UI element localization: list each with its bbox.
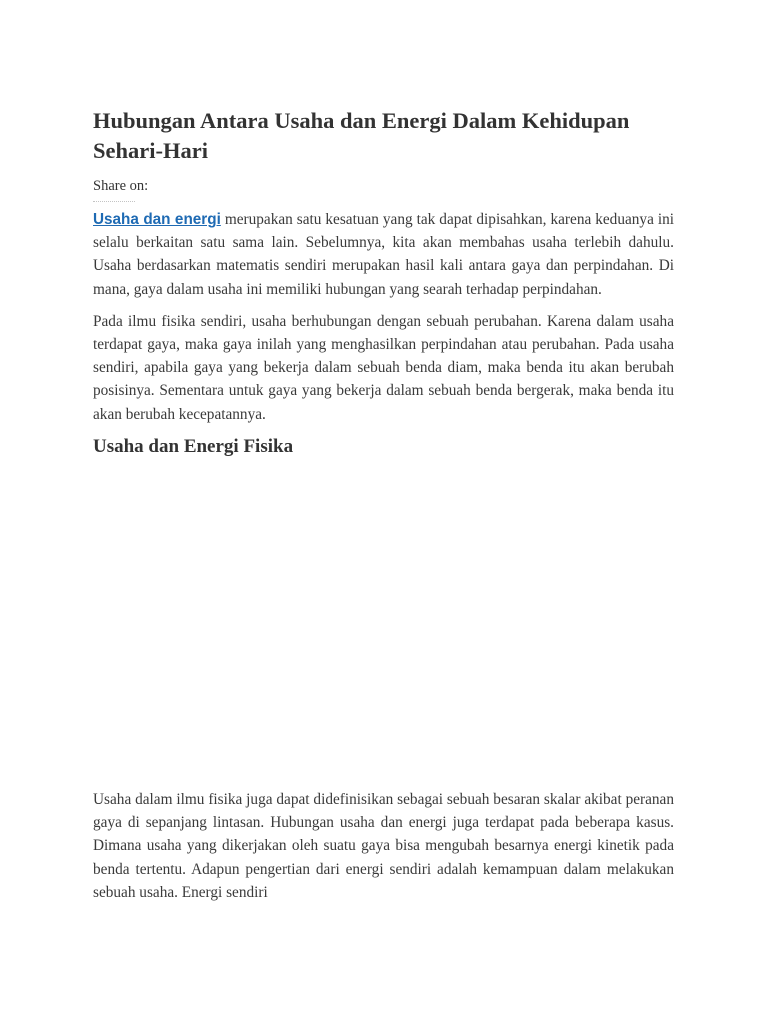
article-continued (93, 788, 674, 904)
paragraph-physics: Pada ilmu fisika sendiri, usaha berhubungan dengan sebuah perubahan. Karena dalam usaha terdapat gaya, maka gaya inilah yang menghasilkan perpindahan atau perubahan. Pada usaha sendiri, apabila gaya yang bekerja dalam sebuah benda diam, maka benda itu akan berubah posisinya. Sementara untuk gaya yang bekerja dalam sebuah benda bergerak, maka benda itu akan berubah kecepatannya. (93, 312, 674, 423)
paragraph-intro-text: merupakan satu kesatuan yang tak dapat dipisahkan, karena keduanya ini selalu berkaitan satu sama lain. Sebelumnya, kita akan membahas usaha terlebih dahulu. Usaha berdasarkan matematis sendiri merupakan hasil kali antara gaya dan perpindahan. Di mana, gaya dalam usaha ini memiliki hubungan yang searah terhadap perpindahan. (93, 211, 674, 298)
paragraph-definition: Usaha dalam ilmu fisika juga dapat didefinisikan sebagai sebuah besaran skalar akibat peranan gaya di sepanjang lintasan. Hubungan usaha dan energi juga terdapat pada beberapa kasus. Dimana usaha yang dikerjakan oleh suatu gaya bisa mengubah besarnya energi kinetik pada benda tertentu. Adapun pengertian dari energi sendiri adalah kemampuan dalam melakukan sebuah usaha. Energi sendiri (93, 791, 674, 901)
article-content (93, 106, 674, 460)
blank-image-area (93, 490, 674, 780)
article-title: Hubungan Antara Usaha dan Energi Dalam Kehidupan Sehari-Hari (93, 108, 630, 163)
paragraph-intro (93, 208, 674, 301)
share-label: Share on: (93, 178, 149, 194)
usaha-energi-link[interactable]: Usaha dan energi (93, 211, 221, 228)
section-heading: Usaha dan Energi Fisika (93, 435, 294, 457)
share-divider (93, 201, 135, 202)
